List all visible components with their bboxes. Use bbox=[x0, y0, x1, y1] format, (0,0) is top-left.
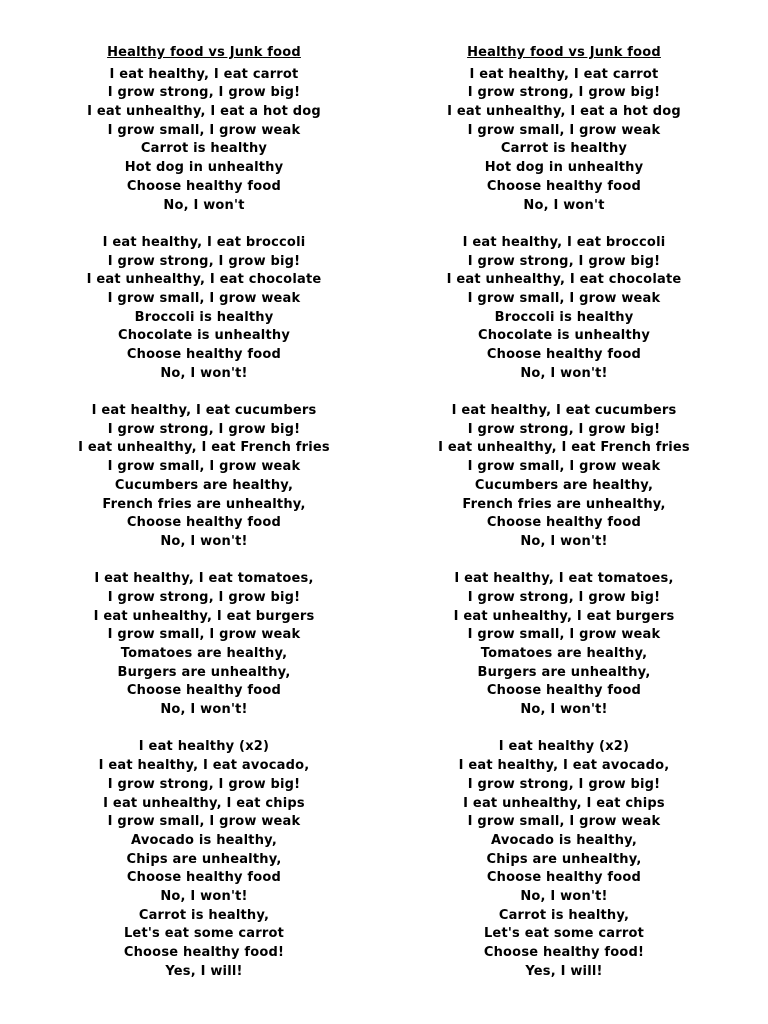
lyric-line: I grow strong, I grow big! bbox=[467, 776, 661, 792]
right-column bbox=[394, 44, 734, 1000]
lyric-line: No, I won't! bbox=[160, 702, 248, 718]
lyric-line: No, I won't! bbox=[160, 888, 248, 904]
lyric-line: I eat unhealthy, I eat a hot dog bbox=[87, 104, 321, 120]
lyric-line: No, I won't! bbox=[160, 365, 248, 381]
lyric-line: Choose healthy food bbox=[126, 515, 282, 531]
lyric-line: Choose healthy food bbox=[126, 870, 282, 886]
lyric-line: I eat unhealthy, I eat French fries bbox=[78, 440, 330, 456]
lyric-line: I eat healthy, I eat tomatoes, bbox=[454, 571, 674, 587]
verse-stanza bbox=[394, 738, 734, 981]
lyric-line: I grow small, I grow weak bbox=[467, 627, 661, 643]
lyric-line: French fries are unhealthy, bbox=[102, 496, 306, 512]
verse-stanza bbox=[34, 570, 374, 720]
lyric-line: No, I won't! bbox=[520, 888, 608, 904]
lyric-line: I eat unhealthy, I eat a hot dog bbox=[447, 104, 681, 120]
lyric-line: I eat unhealthy, I eat chocolate bbox=[86, 272, 322, 288]
lyric-line: Chips are unhealthy, bbox=[486, 851, 642, 867]
lyric-line: Choose healthy food bbox=[126, 178, 282, 194]
lyric-line: French fries are unhealthy, bbox=[462, 496, 666, 512]
lyric-line: I eat healthy (x2) bbox=[138, 739, 270, 755]
lyric-line: I eat healthy, I eat cucumbers bbox=[91, 403, 317, 419]
lyric-line: Yes, I will! bbox=[525, 963, 603, 979]
lyric-line: Chips are unhealthy, bbox=[126, 851, 282, 867]
verse-stanza bbox=[34, 738, 374, 981]
lyric-line: Carrot is healthy bbox=[500, 141, 628, 157]
lyric-line: I grow small, I grow weak bbox=[107, 627, 301, 643]
lyric-line: Avocado is healthy, bbox=[131, 832, 277, 848]
lyric-line: No, I won't! bbox=[520, 702, 608, 718]
lyric-line: Tomatoes are healthy, bbox=[120, 646, 288, 661]
lyric-line: I grow small, I grow weak bbox=[467, 290, 661, 306]
lyric-line: Choose healthy food bbox=[486, 178, 642, 194]
lyric-line: Choose healthy food bbox=[486, 870, 642, 886]
left-column bbox=[34, 44, 374, 1000]
lyric-line: Let's eat some carrot bbox=[483, 926, 645, 942]
lyric-line: I eat healthy (x2) bbox=[498, 739, 630, 755]
lyric-line: Choose healthy food! bbox=[483, 945, 645, 960]
lyric-line: I eat unhealthy, I eat burgers bbox=[93, 608, 315, 624]
verse-stanza bbox=[34, 66, 374, 216]
lyric-line: Hot dog in unhealthy bbox=[484, 160, 644, 176]
lyric-line: Burgers are unhealthy, bbox=[477, 664, 651, 680]
lyric-line: I eat unhealthy, I eat chocolate bbox=[446, 272, 682, 288]
lyric-line: I grow strong, I grow big! bbox=[467, 589, 661, 605]
lyric-line: I eat unhealthy, I eat chips bbox=[103, 795, 305, 811]
lyric-line: I grow small, I grow weak bbox=[107, 122, 301, 138]
lyric-line: Chocolate is unhealthy bbox=[117, 328, 291, 344]
lyric-line: No, I won't! bbox=[160, 533, 248, 549]
lyric-line: I grow strong, I grow big! bbox=[107, 589, 301, 605]
lyric-line: I eat healthy, I eat cucumbers bbox=[451, 403, 677, 419]
verse-stanza bbox=[394, 402, 734, 552]
lyric-line: No, I won't! bbox=[520, 533, 608, 549]
lyric-line: I eat healthy, I eat broccoli bbox=[102, 234, 306, 250]
lyric-line: Choose healthy food! bbox=[123, 945, 285, 960]
lyric-line: Choose healthy food bbox=[486, 347, 642, 362]
lyric-line: Carrot is healthy, bbox=[138, 907, 270, 923]
lyric-line: I grow small, I grow weak bbox=[107, 290, 301, 306]
lyric-line: Yes, I will! bbox=[165, 963, 243, 979]
lyric-line: I grow small, I grow weak bbox=[467, 814, 661, 830]
lyric-line: I grow strong, I grow big! bbox=[467, 253, 661, 269]
verse-stanza bbox=[394, 66, 734, 216]
lyric-line: Cucumbers are healthy, bbox=[114, 477, 294, 493]
lyric-line: I eat healthy, I eat avocado, bbox=[98, 758, 310, 774]
lyric-line: Choose healthy food bbox=[126, 347, 282, 362]
lyric-line: Broccoli is healthy bbox=[134, 309, 274, 325]
lyric-line: No, I won't bbox=[523, 197, 605, 213]
lyric-line: I grow small, I grow weak bbox=[107, 459, 301, 475]
lyric-line: Choose healthy food bbox=[486, 683, 642, 699]
lyric-line: I eat healthy, I eat carrot bbox=[469, 66, 659, 82]
lyric-line: Carrot is healthy, bbox=[498, 907, 630, 923]
lyric-line: Broccoli is healthy bbox=[494, 309, 634, 325]
lyric-line: Choose healthy food bbox=[126, 683, 282, 699]
lyric-line: Let's eat some carrot bbox=[123, 926, 285, 942]
song-title: Healthy food vs Junk food bbox=[467, 45, 661, 60]
lyric-line: I eat unhealthy, I eat French fries bbox=[438, 440, 690, 456]
lyric-line: I grow small, I grow weak bbox=[467, 122, 661, 138]
lyric-line: I eat healthy, I eat carrot bbox=[109, 66, 299, 82]
lyric-line: I eat unhealthy, I eat burgers bbox=[453, 608, 675, 624]
lyric-line: I eat healthy, I eat broccoli bbox=[462, 234, 666, 250]
verse-stanza bbox=[394, 570, 734, 720]
lyric-line: No, I won't! bbox=[520, 365, 608, 381]
lyric-line: I grow strong, I grow big! bbox=[107, 85, 301, 101]
lyric-line: I eat unhealthy, I eat chips bbox=[463, 795, 665, 811]
lyric-line: I grow small, I grow weak bbox=[107, 814, 301, 830]
lyric-line: I eat healthy, I eat avocado, bbox=[458, 758, 670, 774]
lyric-line: Hot dog in unhealthy bbox=[124, 160, 284, 176]
song-title: Healthy food vs Junk food bbox=[107, 45, 301, 60]
verse-stanza bbox=[34, 234, 374, 384]
lyric-line: Choose healthy food bbox=[486, 515, 642, 531]
lyric-line: I grow strong, I grow big! bbox=[467, 85, 661, 101]
lyric-line: I grow small, I grow weak bbox=[467, 459, 661, 475]
lyric-line: Avocado is healthy, bbox=[491, 832, 637, 848]
lyric-line: Carrot is healthy bbox=[140, 141, 268, 157]
lyric-line: Tomatoes are healthy, bbox=[480, 646, 648, 661]
lyric-line: I grow strong, I grow big! bbox=[107, 421, 301, 437]
lyric-line: I grow strong, I grow big! bbox=[107, 776, 301, 792]
lyric-line: No, I won't bbox=[163, 197, 245, 213]
lyric-line: I grow strong, I grow big! bbox=[107, 253, 301, 269]
verse-stanza bbox=[34, 402, 374, 552]
lyric-line: Burgers are unhealthy, bbox=[117, 664, 291, 680]
lyric-line: Chocolate is unhealthy bbox=[477, 328, 651, 344]
lyric-line: I grow strong, I grow big! bbox=[467, 421, 661, 437]
lyric-line: I eat healthy, I eat tomatoes, bbox=[94, 571, 314, 587]
verse-stanza bbox=[394, 234, 734, 384]
lyric-line: Cucumbers are healthy, bbox=[474, 477, 654, 493]
